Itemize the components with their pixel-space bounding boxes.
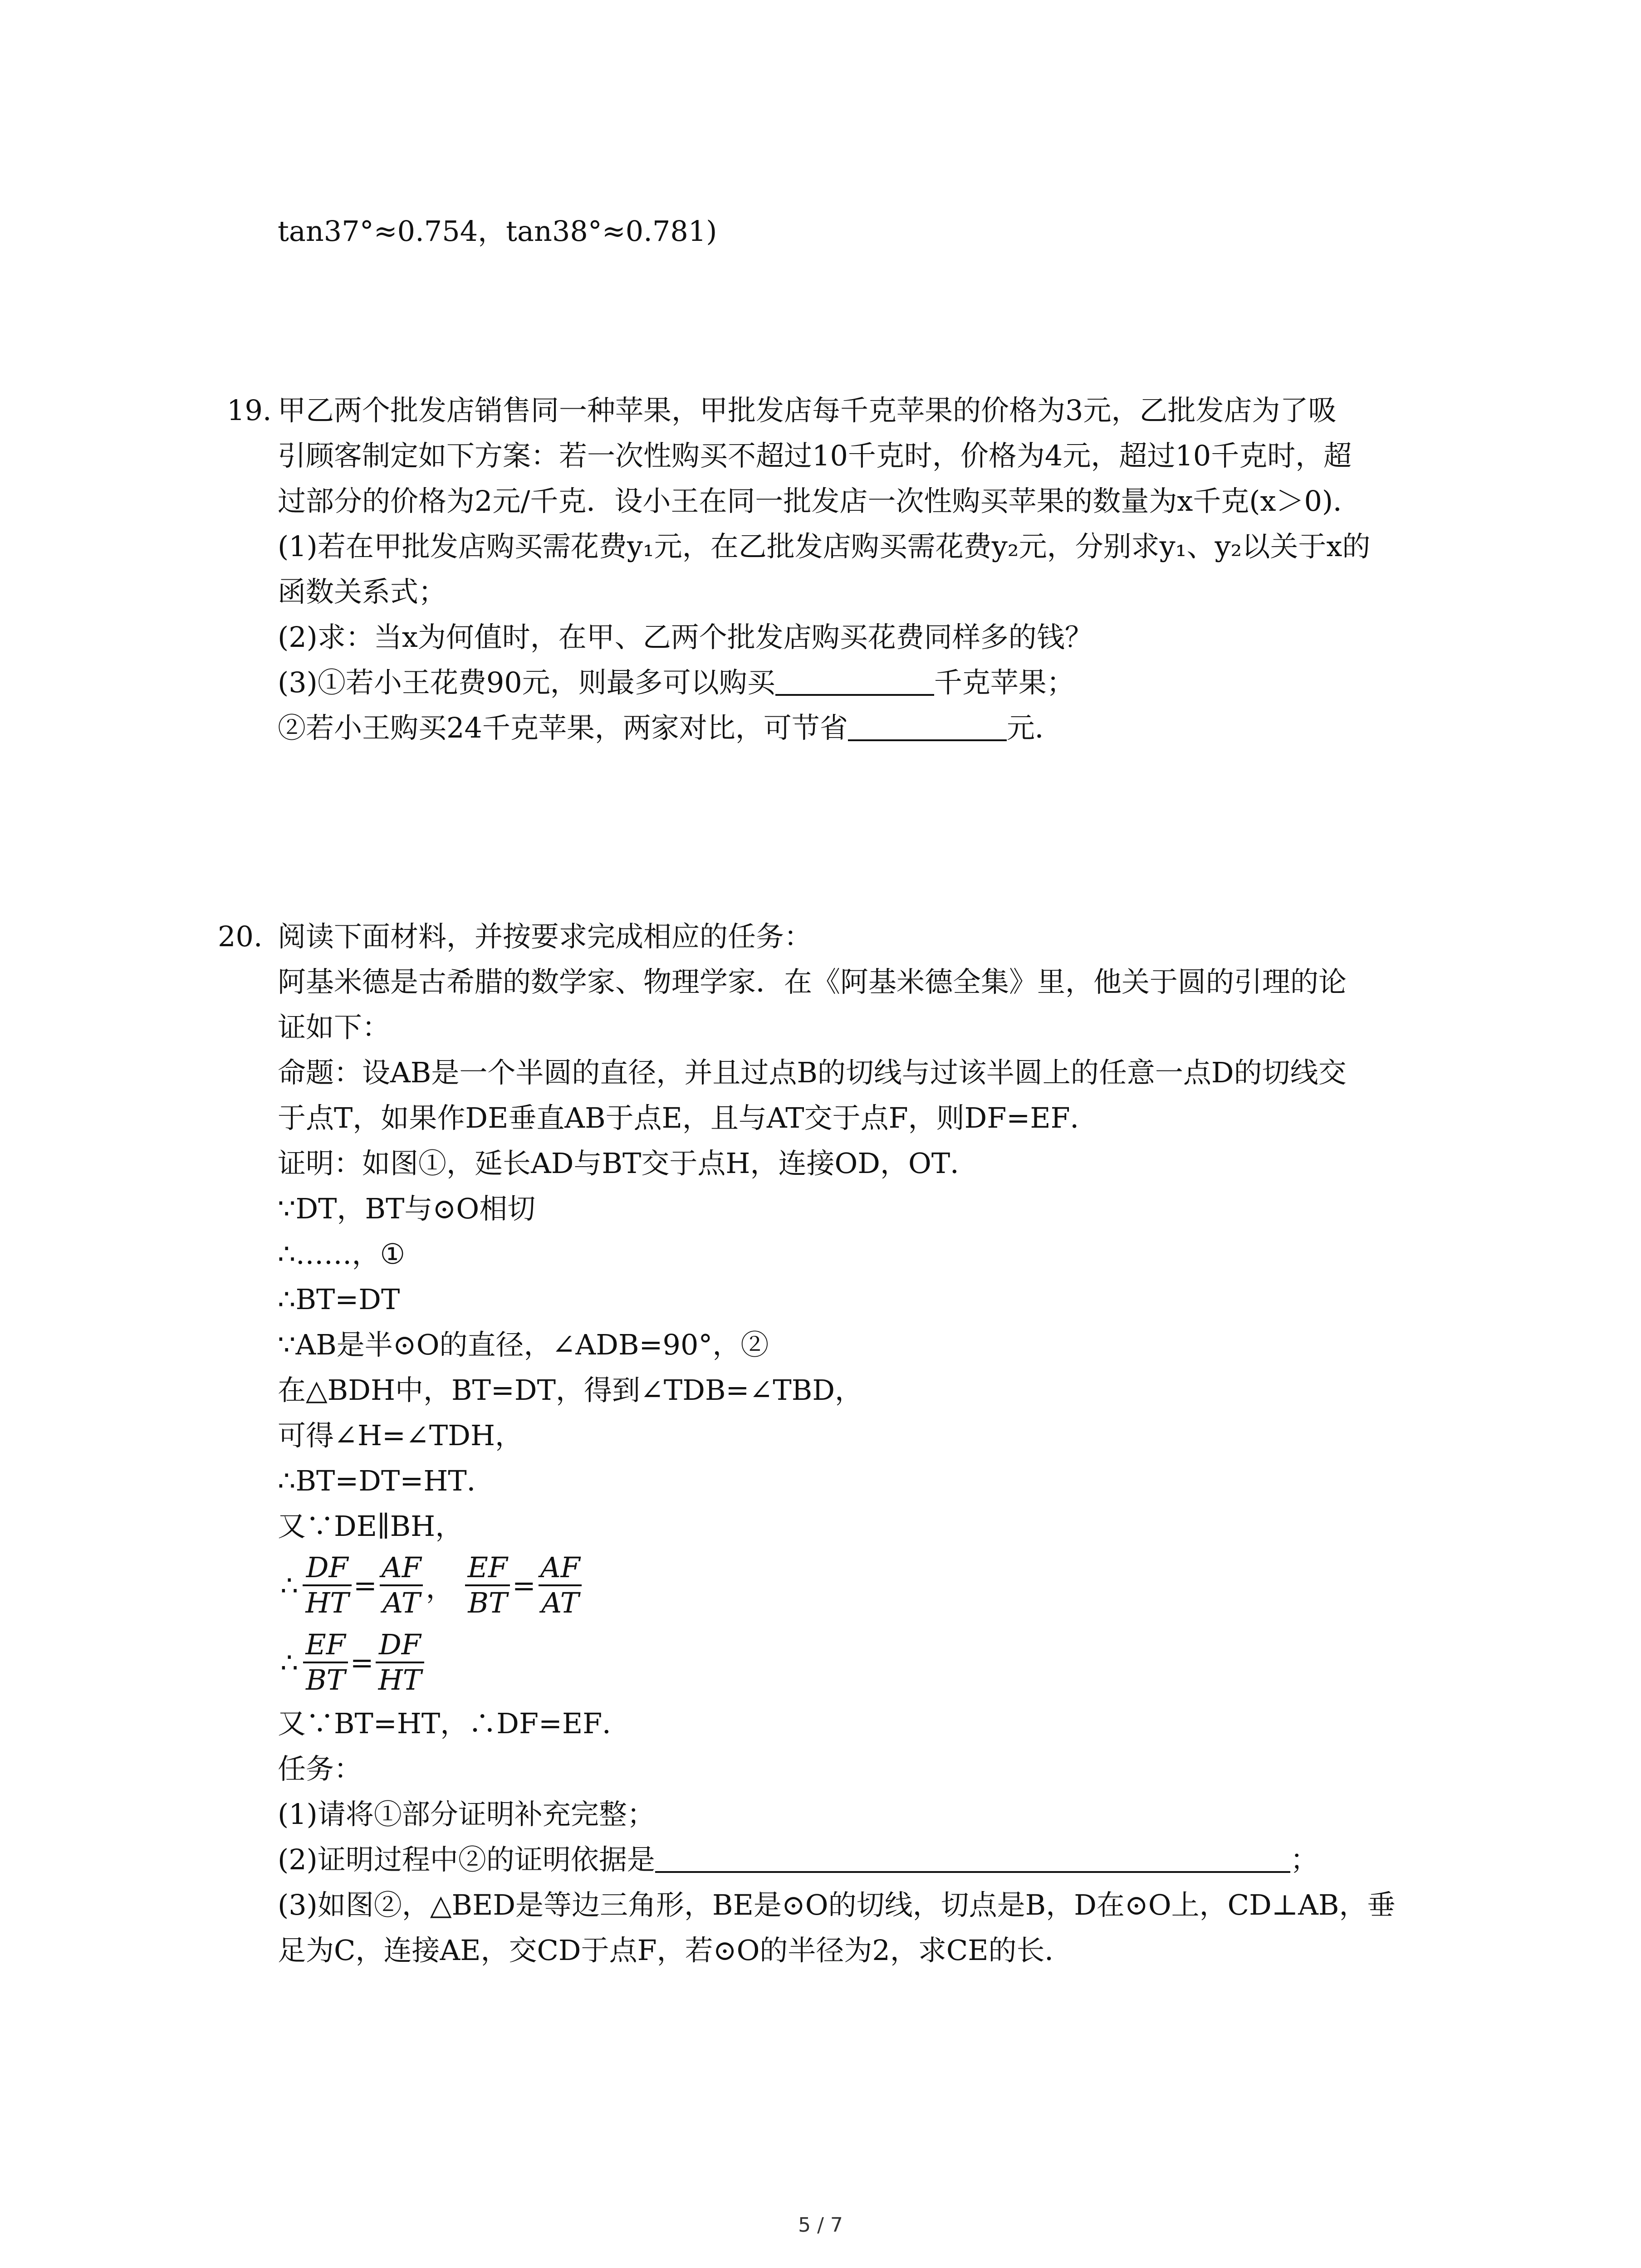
q20-line-5: 于点T，如果作DE垂直AB于点E，且与AT交于点F，则DF=EF． bbox=[278, 1101, 1098, 1134]
numerator: DF bbox=[379, 1628, 421, 1661]
q20-line-13: ∴BT=DT=HT． bbox=[278, 1464, 495, 1497]
q19-line-2: 引顾客制定如下方案：若一次性购买不超过10千克时，价格为4元，超过10千克时，超 bbox=[278, 439, 1352, 472]
q19-line-7 bbox=[278, 665, 1075, 701]
denominator: AT bbox=[539, 1584, 582, 1618]
fraction-df-ht bbox=[303, 1553, 351, 1618]
denominator: AT bbox=[380, 1584, 423, 1618]
q20-line-8: ∴……，① bbox=[278, 1237, 406, 1271]
q20-line-7: ∵DT，BT与⊙O相切 bbox=[278, 1192, 536, 1225]
q20-line-10: ∵AB是半⊙O的直径，∠ADB=90°，② bbox=[278, 1328, 769, 1361]
q19-line-5: 函数关系式； bbox=[278, 575, 447, 608]
q20-line-11: 在△BDH中，BT=DT，得到∠TDB=∠TBD， bbox=[278, 1374, 863, 1407]
numerator: AF bbox=[381, 1551, 421, 1584]
q19-line-4: (1)若在甲批发店购买需花费y₁元，在乙批发店购买需花费y₂元，分别求y₁、y₂以关于x的 bbox=[278, 530, 1371, 563]
q20-task-1: (1)请将①部分证明补充完整； bbox=[278, 1798, 655, 1831]
q19-line-3: 过部分的价格为2元/千克．设小王在同一批发店一次性购买苹果的数量为x千克(x＞0)． bbox=[278, 484, 1362, 518]
answer-blank-proof-basis[interactable] bbox=[655, 1843, 1290, 1873]
q20-task-3-line-1: (3)如图②，△BED是等边三角形，BE是⊙O的切线，切点是B，D在⊙O上，CD⊥AB，垂 bbox=[278, 1888, 1396, 1921]
q20-tasks-heading: 任务： bbox=[278, 1752, 362, 1785]
numerator: EF bbox=[305, 1628, 346, 1661]
q20-line-14: 又∵DE∥BH， bbox=[278, 1510, 464, 1543]
q20-conclusion-line: 又∵BT=HT，∴DF=EF． bbox=[278, 1707, 631, 1740]
fraction-ef-bt bbox=[465, 1553, 510, 1618]
q20-line-9: ∴BT=DT bbox=[278, 1283, 400, 1316]
denominator: BT bbox=[465, 1584, 510, 1618]
page-number: 5 / 7 bbox=[798, 2214, 843, 2237]
denominator: HT bbox=[376, 1662, 424, 1695]
tan-values-line: tan37°≈0.754，tan38°≈0.781) bbox=[278, 215, 717, 248]
numerator: EF bbox=[467, 1551, 508, 1584]
q20-task-3-line-2: 足为C，连接AE，交CD于点F，若⊙O的半径为2，求CE的长． bbox=[278, 1934, 1073, 1967]
fraction-equation-1 bbox=[278, 1547, 585, 1624]
therefore-symbol: ∴ bbox=[280, 1646, 299, 1679]
equals-sign: = bbox=[350, 1646, 374, 1679]
denominator: BT bbox=[303, 1662, 348, 1695]
fraction-af-at bbox=[379, 1553, 424, 1618]
q20-task-2 bbox=[278, 1842, 1318, 1878]
answer-blank-yuan[interactable] bbox=[848, 711, 1007, 741]
q20-line-3: 证如下： bbox=[278, 1011, 391, 1044]
q19-part3-1-unit: 千克苹果； bbox=[934, 666, 1075, 699]
separator: ， bbox=[426, 1571, 454, 1604]
q20-line-12: 可得∠H=∠TDH， bbox=[278, 1419, 524, 1452]
q19-line-1: 甲乙两个批发店销售同一种苹果，甲批发店每千克苹果的价格为3元，乙批发店为了吸 bbox=[278, 394, 1337, 427]
equals-sign: = bbox=[512, 1569, 536, 1602]
q20-line-2: 阿基米德是古希腊的数学家、物理学家．在《阿基米德全集》里，他关于圆的引理的论 bbox=[278, 965, 1347, 998]
fraction-af-at-2 bbox=[538, 1553, 583, 1618]
q20-line-6: 证明：如图①，延长AD与BT交于点H，连接OD，OT． bbox=[278, 1147, 979, 1180]
equals-sign: = bbox=[353, 1569, 377, 1602]
q20-task-2-end: ； bbox=[1290, 1843, 1318, 1876]
fraction-equation-2 bbox=[278, 1624, 426, 1701]
q20-line-1: 阅读下面材料，并按要求完成相应的任务： bbox=[278, 920, 813, 953]
numerator: DF bbox=[306, 1551, 348, 1584]
q19-part3-2-unit: 元． bbox=[1006, 711, 1063, 744]
q20-line-4: 命题：设AB是一个半圆的直径，并且过点B的切线与过该半圆上的任意一点D的切线交 bbox=[278, 1056, 1347, 1089]
q20-task-2-text: (2)证明过程中②的证明依据是 bbox=[278, 1843, 655, 1876]
therefore-symbol: ∴ bbox=[280, 1569, 299, 1602]
fraction-df-ht bbox=[376, 1630, 424, 1695]
q19-line-6: (2)求：当x为何值时，在甲、乙两个批发店购买花费同样多的钱？ bbox=[278, 621, 1093, 654]
answer-blank-kg[interactable] bbox=[775, 666, 934, 696]
q19-part3-2-text: ②若小王购买24千克苹果，两家对比，可节省 bbox=[278, 711, 848, 744]
denominator: HT bbox=[303, 1584, 351, 1618]
question-20-number: 20. bbox=[218, 920, 263, 953]
numerator: AF bbox=[540, 1551, 580, 1584]
q19-part3-1-text: (3)①若小王花费90元，则最多可以购买 bbox=[278, 666, 775, 699]
question-19-number: 19. bbox=[227, 394, 272, 427]
fraction-ef-bt bbox=[303, 1630, 348, 1695]
q19-line-8 bbox=[278, 710, 1063, 746]
